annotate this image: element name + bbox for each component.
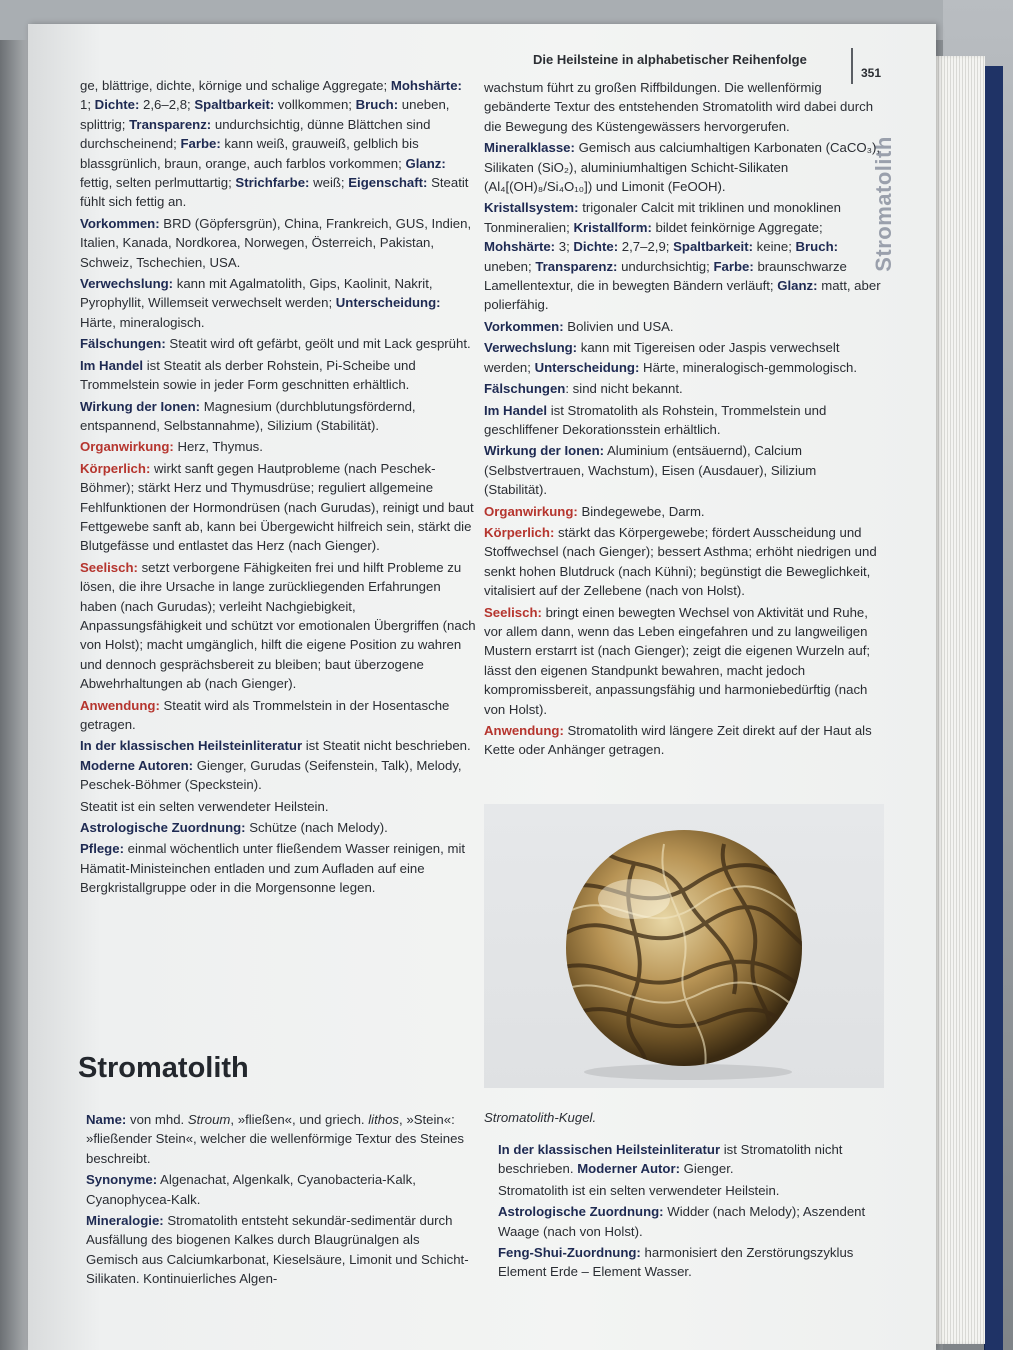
field-label: Dichte:	[573, 239, 619, 255]
field-label: Glanz:	[405, 155, 446, 171]
field-label: Mineralklasse:	[484, 140, 575, 156]
paragraph	[80, 214, 476, 272]
text-run: bringt einen bewegten Wechsel von Aktivität und Ruhe, vor allem dann, wenn das Leben eingefahren und zu langweiligen Mustern erstarrt ist (nach Gienger); zeigt die eigenen Wurzeln auf; lässt den eigenen Standpunkt bewahren, macht jedoch kompromissbereit, anpassungsfähig und harmoniebedürftig (nach von Holst).	[484, 604, 871, 717]
text-run: ist Steatit als derber Rohstein, Pi-Scheibe und Trommelstein sowie in jeder Form geschnitten erhältlich.	[80, 357, 416, 393]
text-run: vollkommen;	[274, 97, 356, 113]
field-label: Moderne Autoren:	[80, 757, 194, 773]
field-label: Anwendung:	[484, 723, 564, 738]
field-label: Verwechslung:	[80, 276, 174, 292]
field-label: Farbe:	[713, 258, 754, 274]
text-run: Stromatolith entsteht sekundär-sedimentär durch Ausfällung des biogenen Kalkes durch Blaugrünalgen als Gemisch aus Calciumkarbonat, Kieselsäure, Limonit und Schicht-Silikaten. Kontinuierliches Algen-	[86, 1213, 469, 1287]
text-run: undurchsichtig, dünne Blättchen sind durchscheinend;	[80, 116, 431, 152]
field-label: Synonyme:	[86, 1172, 158, 1188]
text-run: Schütze (nach Melody).	[245, 820, 388, 836]
paragraph	[80, 736, 476, 794]
text-run: trigonaler Calcit mit triklinen und monoklinen Tonmineralien;	[484, 200, 841, 235]
field-label: Feng-Shui-Zuordnung:	[498, 1245, 641, 1261]
field-label: Transparenz:	[535, 258, 618, 274]
right-bottom-column	[498, 1138, 898, 1282]
field-label: Mohshärte:	[484, 239, 556, 255]
paragraph	[498, 1140, 898, 1179]
field-label: Unterscheidung:	[335, 295, 441, 311]
text-run: setzt verborgene Fähigkeiten frei und hilft Probleme zu lösen, die ihre Ursache in lange zurückliegenden Erfahrungen haben (nach Gurudas); verleiht Nachgiebigkeit, Anpassungsfähigkeit und schützt vor emotionalen Übergriffen (nach von Holst); macht umgänglich, hilft die eigene Position zu wahren und dennoch gesprächsbereit zu bleiben; baut überzogene Abwehrhaltungen ab (nach Gienger).	[80, 559, 476, 692]
paragraph	[80, 437, 476, 456]
text-run: Gienger, Gurudas (Seifenstein, Talk), Melody, Peschek-Böhmer (Speckstein).	[80, 757, 462, 793]
field-label: Eigenschaft:	[348, 175, 428, 191]
field-label: Bruch:	[355, 97, 399, 113]
text-run: harmonisiert den Zerstörungszyklus Element Erde – Element Wasser.	[498, 1245, 854, 1280]
text-run: Steatit ist ein selten verwendeter Heilstein.	[80, 798, 329, 814]
paragraph	[484, 338, 882, 377]
text-run: wirkt sanft gegen Hautprobleme (nach Peschek-Böhmer); stärkt Herz und Thymusdrüse; reguliert allgemeine Fehlfunktionen der Hormondrüsen (nach Gurudas), reinigt und baut Fettgewebe sanft ab, kann bei Übergewicht hilfreich sein, stärkt die Blutgefässe und entlastet das Herz (nach Gienger).	[80, 460, 474, 554]
stromatolith-sphere-photo	[484, 804, 884, 1088]
paragraph	[86, 1170, 474, 1209]
text-run: fettig, selten perlmuttartig;	[80, 175, 236, 191]
text-run: Stromatolith wird längere Zeit direkt auf der Haut als Kette oder Anhänger getragen.	[484, 723, 872, 758]
field-label: Moderner Autor:	[577, 1161, 680, 1177]
text-run: Härte, mineralogisch-gemmologisch.	[639, 359, 858, 375]
text-run: Aluminium (entsäuernd), Calcium (Selbstvertrauen, Wachstum), Eisen (Ausdauer), Silizium (Stabilität).	[484, 443, 817, 498]
field-label: Kristallsystem:	[484, 200, 579, 216]
paragraph	[80, 334, 476, 353]
paragraph	[80, 558, 476, 694]
paragraph	[484, 721, 882, 760]
paragraph	[80, 397, 476, 436]
text-run: Bolivien und USA.	[563, 318, 674, 334]
field-label: Organwirkung:	[484, 503, 578, 519]
paragraph	[484, 317, 882, 336]
paragraph	[80, 839, 476, 897]
text-run: Stromatolith ist ein selten verwendeter Heilstein.	[498, 1182, 780, 1198]
field-label: Spaltbarkeit:	[194, 97, 275, 113]
text-run: 2,7–2,9;	[618, 239, 674, 255]
paragraph	[80, 797, 476, 816]
paragraph	[484, 603, 882, 719]
text-run: Herz, Thymus.	[173, 439, 263, 455]
paragraph	[484, 78, 882, 136]
paragraph	[498, 1181, 898, 1200]
book-cover-edge	[984, 66, 1003, 1350]
text-run: : sind nicht bekannt.	[565, 381, 683, 397]
field-label: Fälschungen:	[80, 336, 166, 352]
paragraph	[80, 356, 476, 395]
left-bottom-column	[86, 1108, 474, 1289]
paragraph	[484, 138, 882, 196]
text-run: 1;	[80, 97, 95, 113]
text-run: Härte, mineralogisch.	[80, 314, 205, 330]
field-label: Mineralogie:	[86, 1213, 164, 1229]
text-run: einmal wöchentlich unter fließendem Wasser reinigen, mit Hämatit-Ministeinchen entladen und zum Aufladen auf eine Bergkristallgruppe oder in die Morgensonne legen.	[80, 841, 466, 896]
text-run: weiß;	[309, 175, 349, 191]
book-page	[28, 24, 936, 1350]
page-edges	[933, 56, 985, 1344]
paragraph	[80, 818, 476, 837]
text-run: lithos	[368, 1112, 400, 1127]
text-run: Gemisch aus calciumhaltigen Karbonaten (CaCO₃), Silikaten (SiO₂), aluminiumhaltigen Schicht-Silikaten (Al₄[(OH)₈/Si₄O₁₀]) und Limonit (FeOOH).	[484, 140, 881, 195]
field-label: Strichfarbe:	[235, 175, 310, 191]
field-label: Unterscheidung:	[534, 359, 640, 375]
field-label: Transparenz:	[129, 116, 212, 132]
field-label: Vorkommen:	[484, 318, 564, 334]
paragraph	[484, 198, 882, 314]
field-label: Farbe:	[180, 136, 221, 152]
text-run: uneben;	[484, 258, 536, 274]
text-run: 2,6–2,8;	[139, 97, 195, 113]
field-label: In der klassischen Heilsteinliteratur	[498, 1142, 721, 1157]
text-run: Steatit fühlt sich fettig an.	[80, 175, 469, 210]
text-run: Bindegewebe, Darm.	[577, 503, 705, 519]
section-heading: Stromatolith	[78, 1052, 249, 1084]
field-label: Anwendung:	[80, 697, 160, 713]
field-label: Pflege:	[80, 841, 124, 857]
text-run: Gienger.	[680, 1161, 734, 1177]
field-label: Seelisch:	[80, 559, 138, 575]
text-run: Stroum	[187, 1112, 231, 1127]
field-label: Astrologische Zuordnung:	[498, 1204, 664, 1220]
field-label: Name:	[86, 1112, 127, 1127]
field-label: Organwirkung:	[80, 439, 174, 455]
text-run: von mhd.	[126, 1112, 188, 1127]
field-label: Glanz:	[777, 278, 818, 294]
paragraph	[484, 502, 882, 521]
field-label: Im Handel	[484, 402, 548, 418]
paragraph	[484, 441, 882, 499]
field-label: Astrologische Zuordnung:	[80, 820, 246, 836]
text-run: kann mit Agalmatolith, Gips, Kaolinit, Nakrit, Pyrophyllit, Willemseit verwechselt werden;	[80, 276, 433, 311]
text-run: kann weiß, grauweiß, gelblich bis blassgrünlich, braun, orange, auch farblos vorkommen;	[80, 136, 419, 171]
paragraph	[498, 1243, 898, 1282]
field-label: Körperlich:	[484, 524, 555, 540]
field-label: Spaltbarkeit:	[673, 239, 753, 255]
text-run: ist Stromatolith als Rohstein, Trommelstein und geschliffener Dekorationsstein erhältlich.	[484, 402, 827, 437]
text-run: matt, aber polierfähig.	[484, 278, 881, 313]
field-label: In der klassischen Heilsteinliteratur	[80, 738, 303, 754]
field-label: Dichte:	[94, 97, 140, 113]
text-run: wachstum führt zu großen Riffbildungen. Die wellenförmig gebänderte Textur des entstehenden Stromatolith wird dabei durch die Bewegung des Küstengewässers hervorgerufen.	[484, 80, 874, 134]
text-run: ist Steatit nicht beschrieben.	[302, 738, 471, 754]
field-label: Mohshärte:	[390, 78, 462, 93]
text-run: ge, blättrige, dichte, körnige und schalige Aggregate;	[80, 78, 391, 93]
text-run: uneben, splittrig;	[80, 97, 450, 132]
text-run: stärkt das Körpergewebe; fördert Ausscheidung und Stoffwechsel (nach Gienger); bessert Asthma; erhöht niedrigen und senkt hohen Blutdruck (nach Kühni); begünstigt die Beweglichkeit, vitalisiert auf der Zellebene (nach von Holst).	[484, 524, 877, 599]
paragraph	[484, 401, 882, 440]
text-run: braunschwarze Lamellentextur, die in bewegten Bändern verläuft;	[484, 258, 847, 294]
text-run: 3;	[555, 239, 574, 255]
field-label: Vorkommen:	[80, 215, 160, 231]
paragraph	[484, 379, 882, 398]
field-label: Wirkung der Ionen:	[484, 443, 605, 459]
paragraph	[484, 523, 882, 601]
paragraph	[80, 696, 476, 735]
text-run: Magnesium (durchblutungsfördernd, entspannend, Selbstannahme), Silizium (Stabilität).	[80, 398, 416, 433]
text-run: Steatit wird als Trommelstein in der Hosentasche getragen.	[80, 697, 450, 732]
paragraph	[80, 76, 476, 212]
page-number: 351	[861, 66, 882, 80]
field-label: Bruch:	[795, 239, 839, 255]
text-run: , »Stein«: »fließender Stein«, welcher die wellenförmige Textur des Steines beschreibt.	[86, 1112, 464, 1166]
text-run: Widder (nach Melody); Aszendent Waage (nach von Holst).	[498, 1204, 866, 1239]
text-run: undurchsichtig;	[617, 258, 714, 274]
paragraph	[86, 1110, 474, 1168]
text-run: Steatit wird oft gefärbt, geölt und mit Lack gesprüht.	[165, 336, 471, 352]
text-run: , »fließen«, und griech.	[230, 1112, 369, 1127]
field-label: Fälschungen	[484, 381, 566, 397]
paragraph	[80, 274, 476, 332]
field-label: Verwechslung:	[484, 340, 578, 356]
paragraph	[80, 459, 476, 556]
text-run: kann mit Tigereisen oder Jaspis verwechselt werden;	[484, 340, 840, 375]
text-run: BRD (Göpfersgrün), China, Frankreich, GUS, Indien, Italien, Kanada, Nordkorea, Norwegen, Österreich, Pakistan, Schweiz, Tschechien, USA.	[80, 215, 472, 270]
field-label: Im Handel	[80, 357, 144, 373]
field-label: Seelisch:	[484, 604, 542, 620]
stromatolith-sphere-image	[484, 804, 884, 1088]
text-run: keine;	[753, 239, 796, 255]
text-run: bildet feinkörnige Aggregate;	[651, 219, 823, 235]
left-column	[80, 74, 476, 898]
field-label: Kristallform:	[573, 219, 652, 235]
field-label: Körperlich:	[80, 460, 151, 476]
right-column	[484, 76, 882, 760]
running-title: Die Heilsteine in alphabetischer Reihenfolge	[533, 52, 807, 67]
field-label: Wirkung der Ionen:	[80, 398, 201, 414]
figure-caption: Stromatolith-Kugel.	[484, 1110, 597, 1125]
paragraph	[86, 1211, 474, 1289]
thumb-index-label: Stromatolith	[871, 136, 896, 272]
paragraph	[498, 1202, 898, 1241]
text-run: ist Stromatolith nicht beschrieben.	[498, 1142, 843, 1177]
text-run: Algenachat, Algenkalk, Cyanobacteria-Kalk, Cyanophycea-Kalk.	[86, 1172, 416, 1207]
